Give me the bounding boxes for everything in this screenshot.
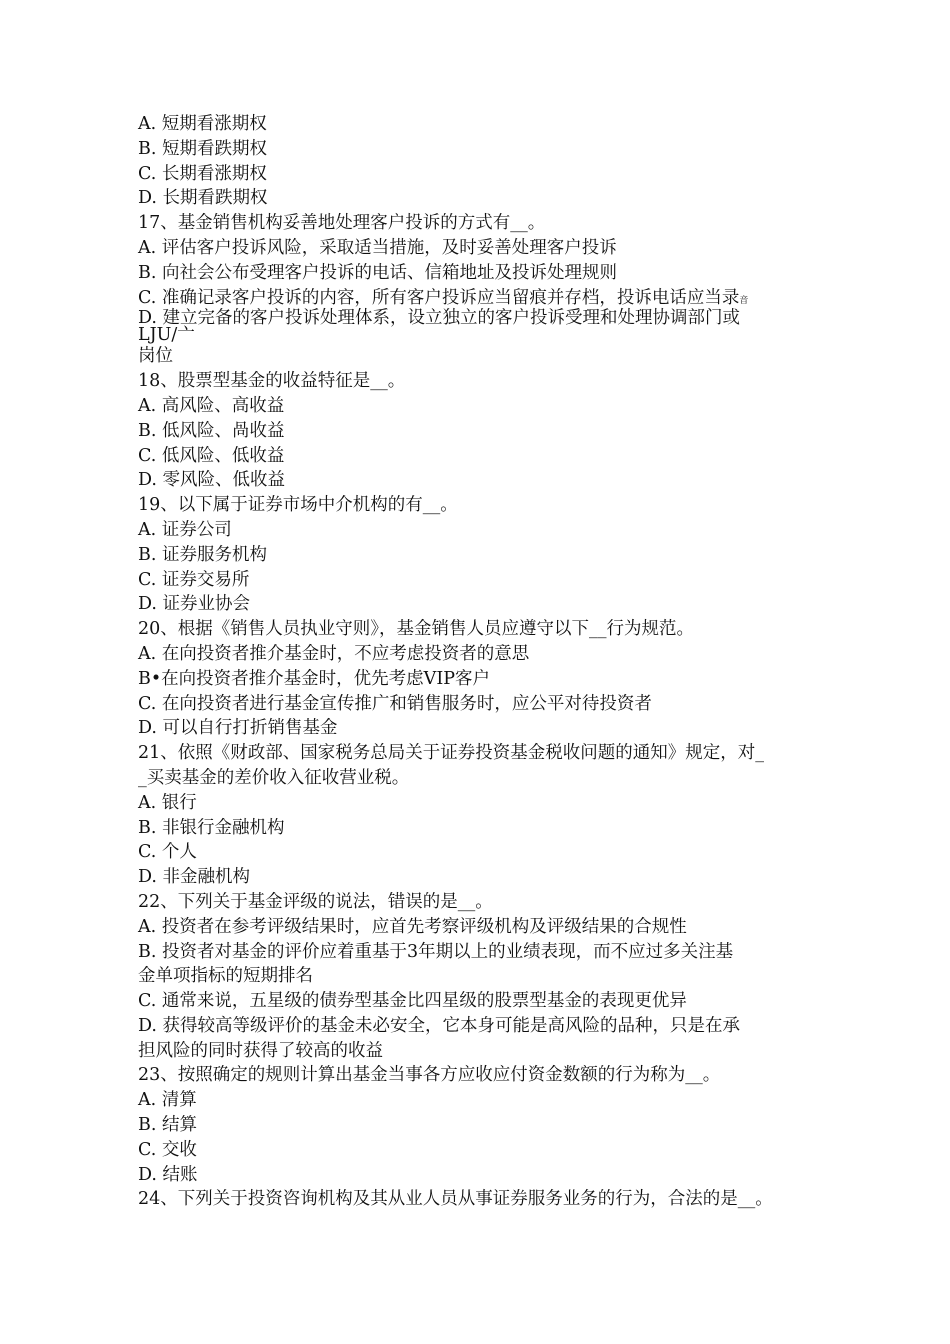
text-line: A. 评估客户投诉风险，采取适当措施，及时妥善处理客户投诉: [138, 237, 617, 258]
text-line: A. 清算: [138, 1090, 197, 1111]
text-line: A. 短期看涨期权: [138, 114, 267, 134]
text-line: D. 获得较高等级评价的基金未必安全，它本身可能是高风险的品种，只是在承: [138, 1015, 741, 1036]
question-23: 23、按照确定的规则计算出基金当事各方应收应付资金数额的行为称为__。: [138, 1065, 721, 1086]
text-line: B. 证券服务机构: [138, 544, 267, 565]
text-line: B. 非银行金融机构: [138, 817, 285, 838]
text-line: _买卖基金的差价收入征收营业税。: [138, 767, 410, 788]
text-line: C. 低风险、低收益: [138, 445, 285, 466]
text-line: B. 向社会公布受理客户投诉的电话、信箱地址及投诉处理规则: [138, 262, 617, 283]
question-22: 22、下列关于基金评级的说法，错误的是__。: [138, 891, 493, 912]
text-line: D. 零风险、低收益: [138, 470, 286, 491]
text-line: LJU/亠: [138, 325, 195, 346]
question-18: 18、股票型基金的收益特征是__。: [138, 371, 406, 392]
text-line: C. 个人: [138, 842, 197, 863]
question-19: 19、以下属于证券市场中介机构的有__。: [138, 495, 458, 516]
text-line: A. 投资者在参考评级结果时，应首先考察评级机构及评级结果的合规性: [138, 916, 687, 937]
question-20: 20、根据《销售人员执业守则》，基金销售人员应遵守以下__行为规范。: [138, 619, 695, 640]
text-line: 岗位: [138, 346, 173, 367]
question-17: 17、基金销售机构妥善地处理客户投诉的方式有__。: [138, 213, 546, 234]
question-21: 21、依照《财政部、国家税务总局关于证券投资基金税收问题的通知》规定，对_: [138, 743, 765, 764]
text-line: D. 长期看跌期权: [138, 188, 268, 209]
text-line: D. 结账: [138, 1164, 198, 1185]
document-body: [138, 112, 828, 1212]
text-line: B•在向投资者推介基金时，优先考虑VIP客户: [138, 668, 491, 689]
text-line: B. 投资者对基金的评价应着重基于3年期以上的业绩表现，而不应过多关注基: [138, 941, 734, 962]
text-line: A. 在向投资者推介基金时，不应考虑投资者的意思: [138, 643, 530, 664]
text-line: 担风险的同时获得了较高的收益: [138, 1040, 383, 1061]
text-line: C. 在向投资者进行基金宣传推广和销售服务时，应公平对待投资者: [138, 693, 652, 714]
question-24: 24、下列关于投资咨询机构及其从业人员从事证券服务业务的行为，合法的是__。: [138, 1189, 773, 1210]
text-line: A. 证券公司: [138, 519, 232, 540]
text-line: C. 长期看涨期权: [138, 163, 267, 184]
text-line: D. 可以自行打折销售基金: [138, 718, 338, 739]
text-line: A. 高风险、高收益: [138, 395, 285, 416]
text-line: D. 非金融机构: [138, 867, 251, 888]
text-line: C. 通常来说，五星级的债券型基金比四星级的股票型基金的表现更优异: [138, 991, 687, 1012]
tail-mark: 音: [739, 295, 749, 306]
text-line: [138, 286, 828, 311]
text-line: A. 银行: [138, 792, 197, 813]
text-line: B. 短期看跌期权: [138, 138, 267, 159]
text-line: D. 证券业协会: [138, 594, 251, 615]
text-line: C. 证券交易所: [138, 569, 250, 590]
text-line: 金单项指标的短期排名: [138, 966, 313, 987]
text-line: B. 结算: [138, 1115, 197, 1136]
text-line: B. 低风险、咼收益: [138, 420, 285, 441]
text-span: C. 准确记录客户投诉的内容，所有客户投诉应当留痕并存档，投诉电话应当录: [138, 287, 740, 308]
text-line: C. 交收: [138, 1139, 197, 1160]
text-line: D. 建立完备的客户投诉处理体系，设立独立的客户投诉受理和处理协调部门或: [138, 308, 741, 329]
